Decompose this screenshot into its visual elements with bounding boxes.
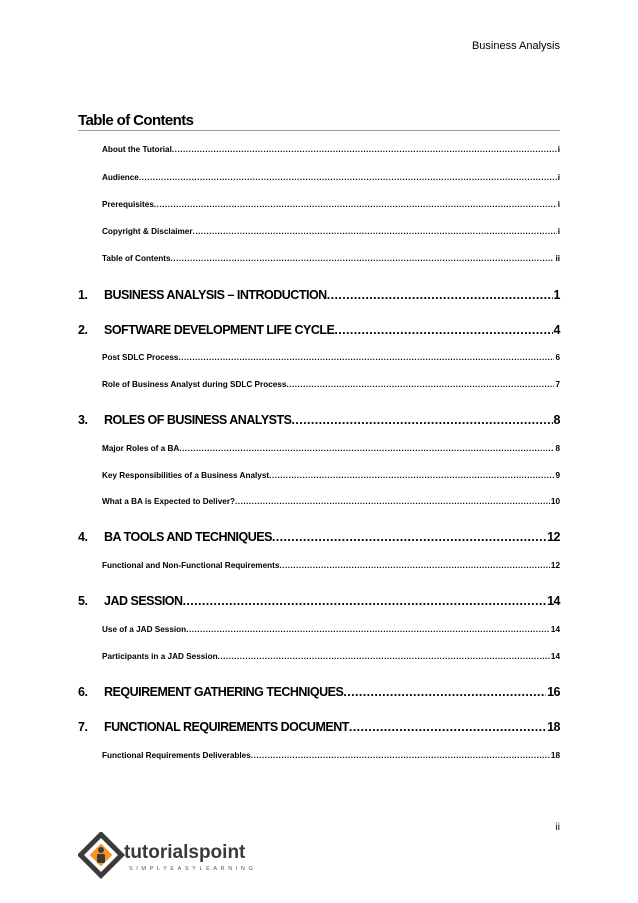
toc-entry-label: About the Tutorial (102, 145, 172, 154)
tutorialspoint-logo (78, 832, 278, 882)
toc-entry-page: i (557, 227, 560, 236)
toc-entry-page: 9 (555, 471, 560, 480)
toc-leader (218, 652, 550, 661)
toc-entry-page: 12 (550, 561, 560, 570)
chapter-page: 12 (547, 530, 560, 544)
toc-leader (139, 173, 557, 182)
chapter-number: 2. (78, 323, 88, 337)
toc-entry-prerequisites[interactable] (102, 200, 560, 209)
toc-entry-about[interactable] (102, 145, 560, 154)
toc-leader (279, 561, 549, 570)
chapter-page: 14 (547, 594, 560, 608)
chapter-label: ROLES OF BUSINESS ANALYSTS (104, 413, 292, 427)
toc-leader (269, 471, 554, 480)
toc-entry-audience[interactable] (102, 173, 560, 182)
chapter-label: SOFTWARE DEVELOPMENT LIFE CYCLE (104, 323, 335, 337)
toc-leader (343, 685, 546, 699)
toc-leader (193, 227, 557, 236)
toc-chapter-3[interactable] (78, 413, 560, 427)
toc-entry-page: 6 (555, 353, 560, 362)
chapter-number: 1. (78, 288, 88, 302)
toc-entry-label: Use of a JAD Session (102, 625, 187, 634)
toc-entry-participants-jad[interactable] (102, 652, 560, 661)
toc-leader (286, 380, 554, 389)
toc-entry-page: 8 (555, 444, 560, 453)
toc-leader (272, 530, 546, 544)
toc-leader (292, 413, 553, 427)
toc-leader (349, 720, 546, 734)
toc-chapter-5[interactable] (78, 594, 560, 608)
toc-entry-label: Major Roles of a BA (102, 444, 180, 453)
toc-entry-major-roles[interactable] (102, 444, 560, 453)
logo-diamond-icon (78, 832, 125, 879)
toc-entry-label: Audience (102, 173, 139, 182)
toc-chapter-4[interactable] (78, 530, 560, 544)
toc-entry-page: 7 (555, 380, 560, 389)
chapter-number: 4. (78, 530, 88, 544)
toc-entry-label: Participants in a JAD Session (102, 652, 218, 661)
toc-leader (171, 254, 555, 263)
chapter-number: 7. (78, 720, 88, 734)
logo-tagline: SIMPLYEASYLEARNING (129, 866, 257, 872)
toc-entry-label: Copyright & Disclaimer (102, 227, 193, 236)
toc-chapter-6[interactable] (78, 685, 560, 699)
toc-entry-label: Functional Requirements Deliverables (102, 751, 251, 760)
toc-leader (183, 594, 547, 608)
toc-entry-copyright[interactable] (102, 227, 560, 236)
toc-entry-page: ii (555, 254, 560, 263)
page-header: Business Analysis (471, 40, 560, 52)
toc-entry-functional-nonfunctional[interactable] (102, 561, 560, 570)
toc-entry-toc[interactable] (102, 254, 560, 263)
chapter-page: 1 (553, 288, 560, 302)
logo-wordmark: tutorialspoint (124, 842, 246, 863)
chapter-number: 6. (78, 685, 88, 699)
toc-leader (179, 444, 554, 453)
toc-entry-post-sdlc[interactable] (102, 353, 560, 362)
chapter-page: 16 (547, 685, 560, 699)
toc-divider (78, 130, 560, 131)
toc-title: Table of Contents (78, 112, 194, 129)
toc-leader (327, 288, 553, 302)
page-number: ii (555, 822, 560, 833)
chapter-label: FUNCTIONAL REQUIREMENTS DOCUMENT (104, 720, 349, 734)
toc-entry-role-ba-sdlc[interactable] (102, 380, 560, 389)
toc-chapter-7[interactable] (78, 720, 560, 734)
toc-entry-label: What a BA is Expected to Deliver? (102, 497, 236, 506)
toc-entry-page: i (557, 145, 560, 154)
chapter-label: BUSINESS ANALYSIS – INTRODUCTION (104, 288, 327, 302)
toc-entry-label: Functional and Non-Functional Requirements (102, 561, 280, 570)
toc-leader (172, 145, 557, 154)
chapter-page: 4 (553, 323, 560, 337)
chapter-label: JAD SESSION (104, 594, 183, 608)
toc-chapter-1[interactable] (78, 288, 560, 302)
toc-entry-ba-deliver[interactable] (102, 497, 560, 506)
chapter-label: REQUIREMENT GATHERING TECHNIQUES (104, 685, 344, 699)
toc-entry-page: i (557, 173, 560, 182)
chapter-label: BA TOOLS AND TECHNIQUES (104, 530, 272, 544)
chapter-number: 5. (78, 594, 88, 608)
toc-entry-label: Key Responsibilities of a Business Analyst (102, 471, 270, 480)
toc-entry-key-responsibilities[interactable] (102, 471, 560, 480)
toc-entry-page: i (557, 200, 560, 209)
toc-entry-fr-deliverables[interactable] (102, 751, 560, 760)
toc-entry-label: Table of Contents (102, 254, 171, 263)
toc-entry-page: 18 (550, 751, 560, 760)
toc-entry-use-jad[interactable] (102, 625, 560, 634)
toc-leader (154, 200, 557, 209)
toc-entry-label: Post SDLC Process (102, 353, 179, 362)
toc-entry-page: 14 (550, 625, 560, 634)
toc-leader (178, 353, 554, 362)
toc-entry-page: 14 (550, 652, 560, 661)
toc-entry-label: Role of Business Analyst during SDLC Process (102, 380, 287, 389)
chapter-page: 8 (553, 413, 560, 427)
toc-chapter-2[interactable] (78, 323, 560, 337)
toc-entry-label: Prerequisites (102, 200, 154, 209)
toc-leader (251, 751, 550, 760)
toc-entry-page: 10 (550, 497, 560, 506)
toc-leader (235, 497, 550, 506)
chapter-number: 3. (78, 413, 88, 427)
toc-leader (334, 323, 552, 337)
toc-leader (186, 625, 550, 634)
chapter-page: 18 (547, 720, 560, 734)
